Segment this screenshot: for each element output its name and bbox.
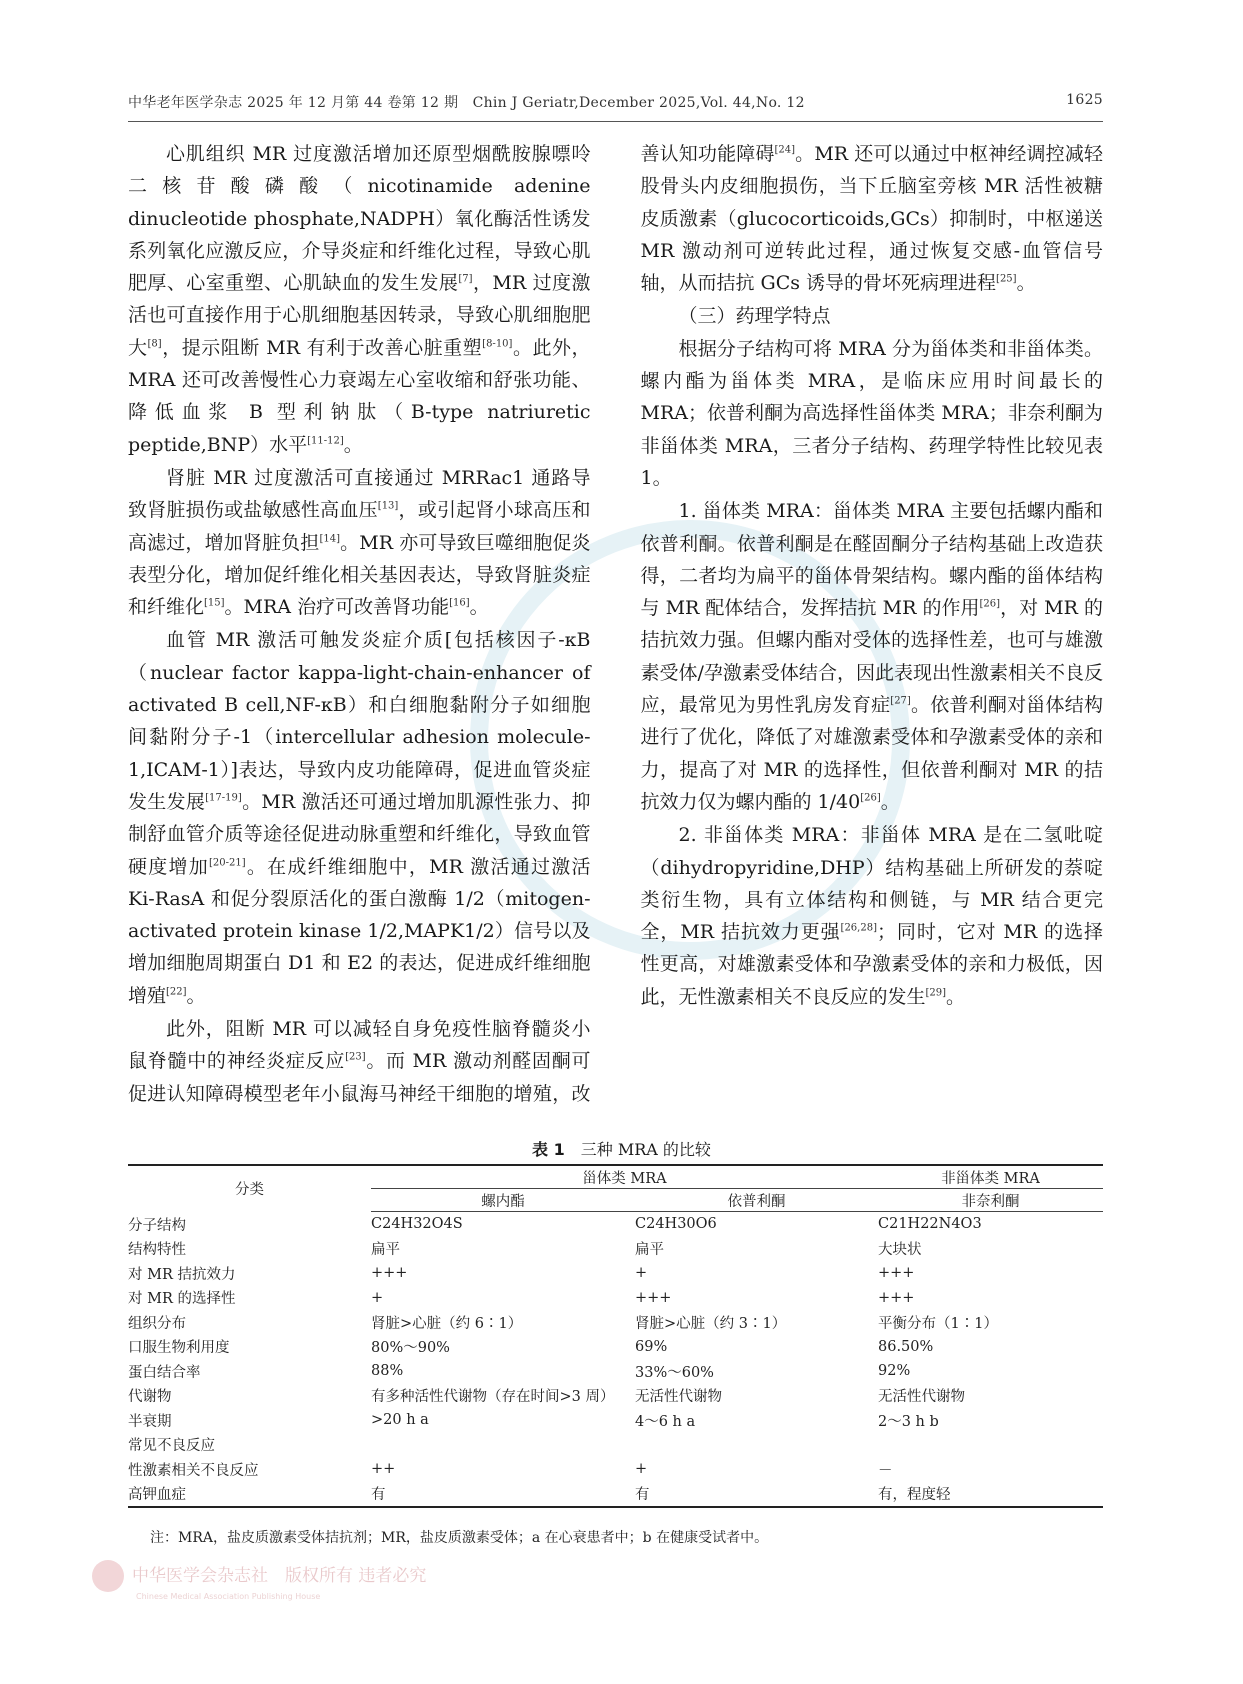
table-row: 蛋白结合率 88% 33%～60% 92% <box>128 1363 911 1381</box>
header-finerenone: 非奈利酮 <box>878 1189 1103 1212</box>
table-row: 常见不良反应 <box>128 1438 215 1455</box>
comparison-table <box>128 1164 1103 1508</box>
header-nonsteroidal-group: 非甾体类 MRA <box>878 1165 1103 1189</box>
publisher-name: 中华医学会杂志社 <box>132 1566 268 1586</box>
header-spironolactone: 螺内酯 <box>371 1189 635 1212</box>
table-row: 组织分布 肾脏>心脏（约 6∶1） 肾脏>心脏（约 3∶1） 平衡分布（1∶1） <box>128 1315 998 1332</box>
paragraph-nonsteroidal: 2. 非甾体类 MRA：非甾体 MRA 是在二氢吡啶（dihydropyridine,DHP）结构基础上所研发的萘啶类衍生物，具有立体结构和侧链，与 MR 结合更完全，MR 拮抗效力更强[26,28]；同时，它对 MR 的选择性更高，对雄激素受体和孕激素受体的亲和力极低，因此，无性激素相关不良反应的发生[29]。 <box>640 824 1103 1008</box>
running-header <box>128 92 1103 116</box>
table-row: 半衰期 >20 h a 4～6 h a 2～3 h b <box>128 1412 939 1430</box>
header-category: 分类 <box>128 1165 371 1212</box>
paragraph-nervous: 此外，阻断 MR 可以减轻自身免疫性脑脊髓炎小鼠脊髓中的神经炎症反应[23]。而 MR 激动剂醛固酮可促进认知障碍模型老年小鼠海马神经干细胞的增殖，改善认知功能障碍[24]。MR 还可以通过中枢神经调控减轻股骨头内皮细胞损伤，当下丘脑室旁核 MR 活性被糖皮质激素（glucocorticoids,GCs）抑制时，中枢递送 MR 激动剂可逆转此过程，通过恢复交感-血管信号轴，从而拮抗 GCs 诱导的骨坏死病理进程[25]。 <box>128 143 1103 1105</box>
paragraph-classification: 根据分子结构可将 MRA 分为甾体类和非甾体类。螺内酯为甾体类 MRA，是临床应用时间最长的 MRA；依普利酮为高选择性甾体类 MRA；非奈利酮为非甾体类 MRA，三者分子结构、药理学特性比较见表 1。 <box>640 337 1103 489</box>
publisher-logo-icon <box>92 1560 124 1592</box>
paragraph-steroidal: 1. 甾体类 MRA：甾体类 MRA 主要包括螺内酯和依普利酮。依普利酮是在醛固酮分子结构基础上改造获得，二者均为扁平的甾体骨架结构。螺内酯的甾体结构与 MR 配体结合，发挥拮抗 MR 的作用[26]，对 MR 的拮抗效力强。但螺内酯对受体的选择性差，也可与雄激素受体/孕激素受体结合，因此表现出性激素相关不良反应，最常见为男性乳房发育症[27]。依普利酮对甾体结构进行了优化，降低了对雄激素受体和孕激素受体的亲和力，提高了对 MR 的选择性，但依普利酮对 MR 的拮抗效力仅为螺内酯的 1/40[26]。 <box>640 500 1104 813</box>
table-row: 口服生物利用度 80%～90% 69% 86.50% <box>128 1338 934 1357</box>
page-number: 1625 <box>1066 92 1103 108</box>
table-title: 三种 MRA 的比较 <box>580 1140 711 1159</box>
table-row: 代谢物 有多种活性代谢物（存在时间>3 周） 无活性代谢物 无活性代谢物 <box>128 1389 965 1406</box>
publisher-slogan: 版权所有 违者必究 <box>285 1566 427 1586</box>
table-row: 结构特性 扁平 扁平 大块状 <box>128 1242 922 1259</box>
paragraph-kidney: 肾脏 MR 过度激活可直接通过 MRRac1 通路导致肾脏损伤或盐敏感性高血压[13]，或引起肾小球高压和高滤过，增加肾脏负担[14]。MR 亦可导致巨噬细胞促炎表型分化，增加促纤维化相关基因表达，导致肾脏炎症和纤维化[15]。MRA 治疗可改善肾功能[16]。 <box>128 466 591 619</box>
header-steroidal-group: 甾体类 MRA <box>371 1165 878 1189</box>
journal-citation: 中华老年医学杂志 2025 年 12 月第 44 卷第 12 期 Chin J Geriatr,December 2025,Vol. 44,No. 12 <box>128 95 805 111</box>
table-row: 对 MR 的选择性 + +++ +++ <box>128 1289 915 1308</box>
table-row: 高钾血症 有 有 有，程度轻 <box>128 1482 1103 1508</box>
publisher-english-name: Chinese Medical Association Publishing House <box>136 1592 321 1601</box>
table-footnote: 注：MRA，盐皮质激素受体拮抗剂；MR，盐皮质激素受体；a 在心衰患者中；b 在健康受试者中。 <box>150 1530 769 1546</box>
table-label: 表 1 <box>532 1140 565 1159</box>
header-rule <box>128 121 1103 122</box>
table-row: 性激素相关不良反应 ++ + － <box>128 1461 893 1479</box>
paragraph-vessel: 血管 MR 激活可触发炎症介质[包括核因子-κB（nuclear factor kappa-light-chain-enhancer of activated B cell,NF-κB）和白细胞黏附分子如细胞间黏附分子-1（intercellular adhesion molecule-1,ICAM-1）]表达，导致内皮功能障碍，促进血管炎症发生发展[17-19]。MR 激活还可通过增加肌源性张力、抑制舒血管介质等途径促进动脉重塑和纤维化，导致血管硬度增加[20-21]。在成纤维细胞中，MR 激活通过激活 Ki-RasA 和促分裂原活化的蛋白激酶 1/2（mitogen-activated protein kinase 1/2,MAPK1/2）信号以及增加细胞周期蛋白 D1 和 E2 的表达，促进成纤维细胞增殖[22]。 <box>128 629 591 1007</box>
section-heading-pharmacology: （三）药理学特点 <box>678 305 831 328</box>
table-row: 分子结构 C24H32O4S C24H30O6 C21H22N4O3 <box>128 1216 982 1234</box>
header-eplerenone: 依普利酮 <box>635 1189 878 1212</box>
body-text <box>128 138 1103 1128</box>
paragraph-heart: 心肌组织 MR 过度激活增加还原型烟酰胺腺嘌呤二核苷酸磷酸（nicotinamide adenine dinucleotide phosphate,NADPH）氧化酶活性诱发系列氧化应激反应，介导炎症和纤维化过程，导致心肌肥厚、心室重塑、心肌缺血的发生发展[7]，MR 过度激活也可直接作用于心肌细胞基因转录，导致心肌细胞肥大[8]，提示阻断 MR 有利于改善心脏重塑[8-10]。此外，MRA 还可改善慢性心力衰竭左心室收缩和舒张功能、降低血浆 B 型利钠肽（B-type natriuretic peptide,BNP）水平[11-12]。 <box>128 143 591 456</box>
table-caption <box>0 1137 1243 1160</box>
table-row: 对 MR 拮抗效力 +++ + +++ <box>128 1265 915 1283</box>
publisher-watermark <box>92 1560 426 1601</box>
